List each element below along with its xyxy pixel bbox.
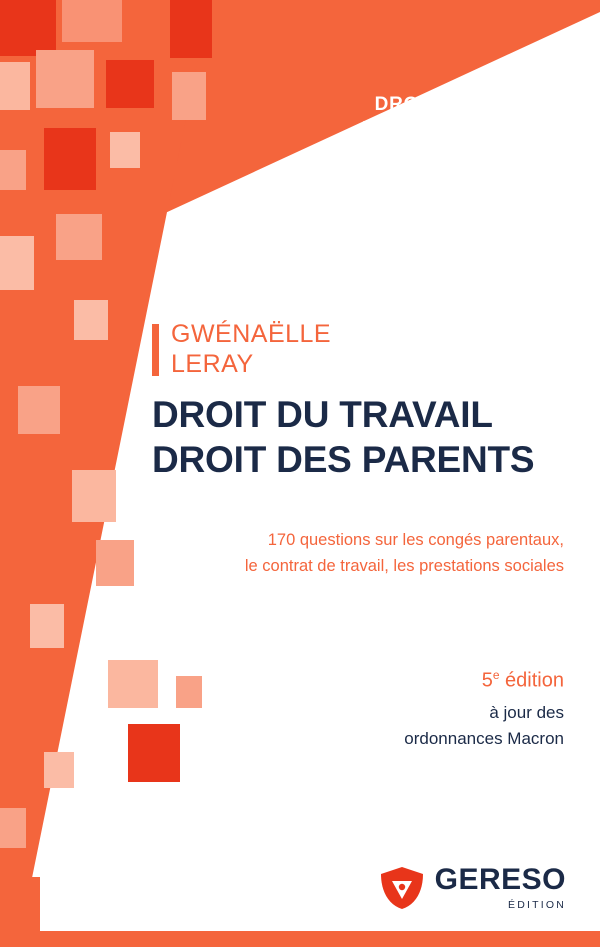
author-names bbox=[171, 320, 331, 379]
edition-word: édition bbox=[499, 669, 564, 692]
title-line-2: DROIT DES PARENTS bbox=[152, 439, 535, 481]
collection-line-1: L'ESSENTIEL bbox=[40, 835, 133, 850]
mosaic-square bbox=[62, 0, 122, 42]
mosaic-square bbox=[96, 540, 134, 586]
category-line-1: DROIT DU TRAVAIL bbox=[374, 94, 564, 115]
author-first-name: GWÉNAËLLE bbox=[171, 320, 332, 348]
mosaic-square bbox=[176, 676, 202, 708]
edition-note-line-2: ordonnances Macron bbox=[404, 728, 564, 748]
mosaic-square bbox=[30, 604, 64, 648]
mosaic-square bbox=[170, 0, 212, 58]
mosaic-square bbox=[36, 50, 94, 108]
mosaic-square bbox=[172, 72, 206, 120]
category-line-2: DROIT DE LA FAMILLE bbox=[361, 118, 564, 139]
edition-label bbox=[482, 668, 564, 693]
mosaic-square bbox=[106, 60, 154, 108]
mosaic-square bbox=[18, 386, 60, 434]
collection-line-2: POUR AGIR bbox=[40, 853, 121, 868]
publisher-logo bbox=[379, 865, 566, 911]
mosaic-square bbox=[56, 214, 102, 260]
author-block bbox=[152, 320, 331, 379]
mosaic-square bbox=[0, 0, 56, 56]
mosaic-square bbox=[128, 724, 180, 782]
edition-number: 5 bbox=[481, 669, 493, 692]
mosaic-square bbox=[72, 470, 116, 522]
mosaic-square bbox=[0, 150, 26, 190]
subtitle-line-2: le contrat de travail, les prestations sociales bbox=[244, 556, 564, 575]
publisher-sub: ÉDITION bbox=[508, 899, 566, 911]
collection-tagline bbox=[40, 834, 132, 870]
category-block bbox=[362, 92, 564, 141]
page-title bbox=[152, 392, 534, 482]
mosaic-square bbox=[110, 132, 140, 168]
gereso-shield-icon bbox=[379, 865, 425, 911]
edition-ordinal: e bbox=[492, 668, 500, 682]
edition-note-line-1: à jour des bbox=[489, 703, 564, 722]
mosaic-square bbox=[44, 752, 74, 788]
mosaic-square bbox=[0, 62, 30, 110]
publisher-text bbox=[435, 865, 566, 911]
edition-note bbox=[404, 700, 564, 751]
author-accent-rule bbox=[152, 324, 159, 376]
mosaic-square bbox=[108, 660, 158, 708]
mosaic-square bbox=[0, 808, 26, 848]
mosaic-square bbox=[44, 128, 96, 190]
publisher-name: GERESO bbox=[434, 863, 566, 896]
author-last-name: LERAY bbox=[171, 349, 254, 378]
mosaic-square bbox=[0, 236, 34, 290]
subtitle-line-1: 170 questions sur les congés parentaux, bbox=[267, 531, 564, 549]
mosaic-square bbox=[74, 300, 108, 340]
orange-bottom-bar bbox=[0, 931, 600, 947]
title-line-1: DROIT DU TRAVAIL bbox=[152, 394, 493, 435]
subtitle bbox=[144, 528, 564, 579]
